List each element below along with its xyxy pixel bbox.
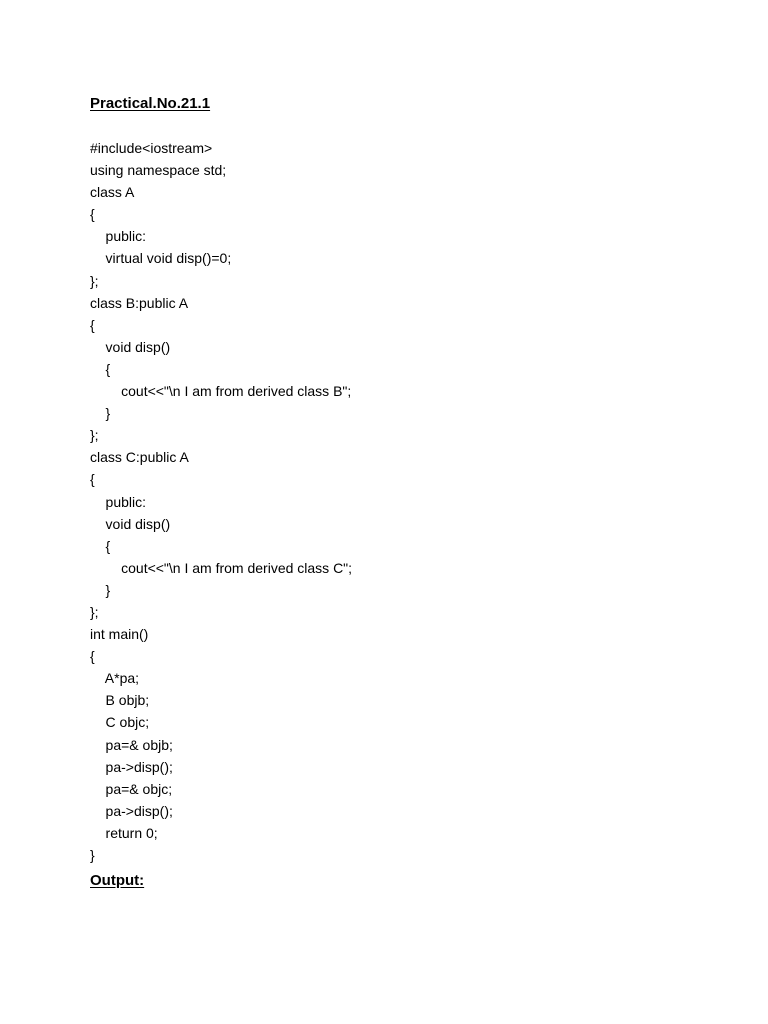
code-line: class B:public A xyxy=(90,294,189,311)
code-line: } xyxy=(90,405,111,422)
code-line: pa=& objb; xyxy=(90,736,173,753)
code-line: { xyxy=(90,537,111,554)
code-line: int main() xyxy=(90,626,149,643)
code-line: #include<iostream> xyxy=(90,140,213,156)
code-line: }; xyxy=(90,427,99,444)
code-line: class A xyxy=(90,184,135,201)
code-line: } xyxy=(90,847,95,863)
code-line: void disp() xyxy=(90,338,171,355)
code-listing xyxy=(90,137,352,866)
code-line: { xyxy=(90,316,95,333)
code-line: cout<<"\n I am from derived class C"; xyxy=(90,559,353,576)
code-line: return 0; xyxy=(90,824,158,841)
code-line: C objc; xyxy=(90,714,150,731)
code-line: pa->disp(); xyxy=(90,802,173,819)
code-line: pa->disp(); xyxy=(90,758,173,775)
code-line: }; xyxy=(90,272,99,289)
code-line: } xyxy=(90,581,111,598)
output-label: Output: xyxy=(90,872,145,889)
code-line: pa=& objc; xyxy=(90,780,173,797)
code-line: public: xyxy=(90,228,147,245)
code-line: { xyxy=(90,206,95,223)
code-line: B objb; xyxy=(90,692,150,709)
code-line: void disp() xyxy=(90,515,171,532)
code-line: A*pa; xyxy=(90,670,140,687)
code-line: virtual void disp()=0; xyxy=(90,250,232,267)
code-line: { xyxy=(90,360,111,377)
code-line: }; xyxy=(90,603,99,620)
code-line: cout<<"\n I am from derived class B"; xyxy=(90,383,352,400)
practical-title: Practical.No.21.1 xyxy=(90,95,211,112)
code-line: using namespace std; xyxy=(90,162,227,179)
code-line: class C:public A xyxy=(90,449,189,466)
code-line: { xyxy=(90,471,95,488)
code-line: public: xyxy=(90,493,147,510)
code-line: { xyxy=(90,648,95,665)
